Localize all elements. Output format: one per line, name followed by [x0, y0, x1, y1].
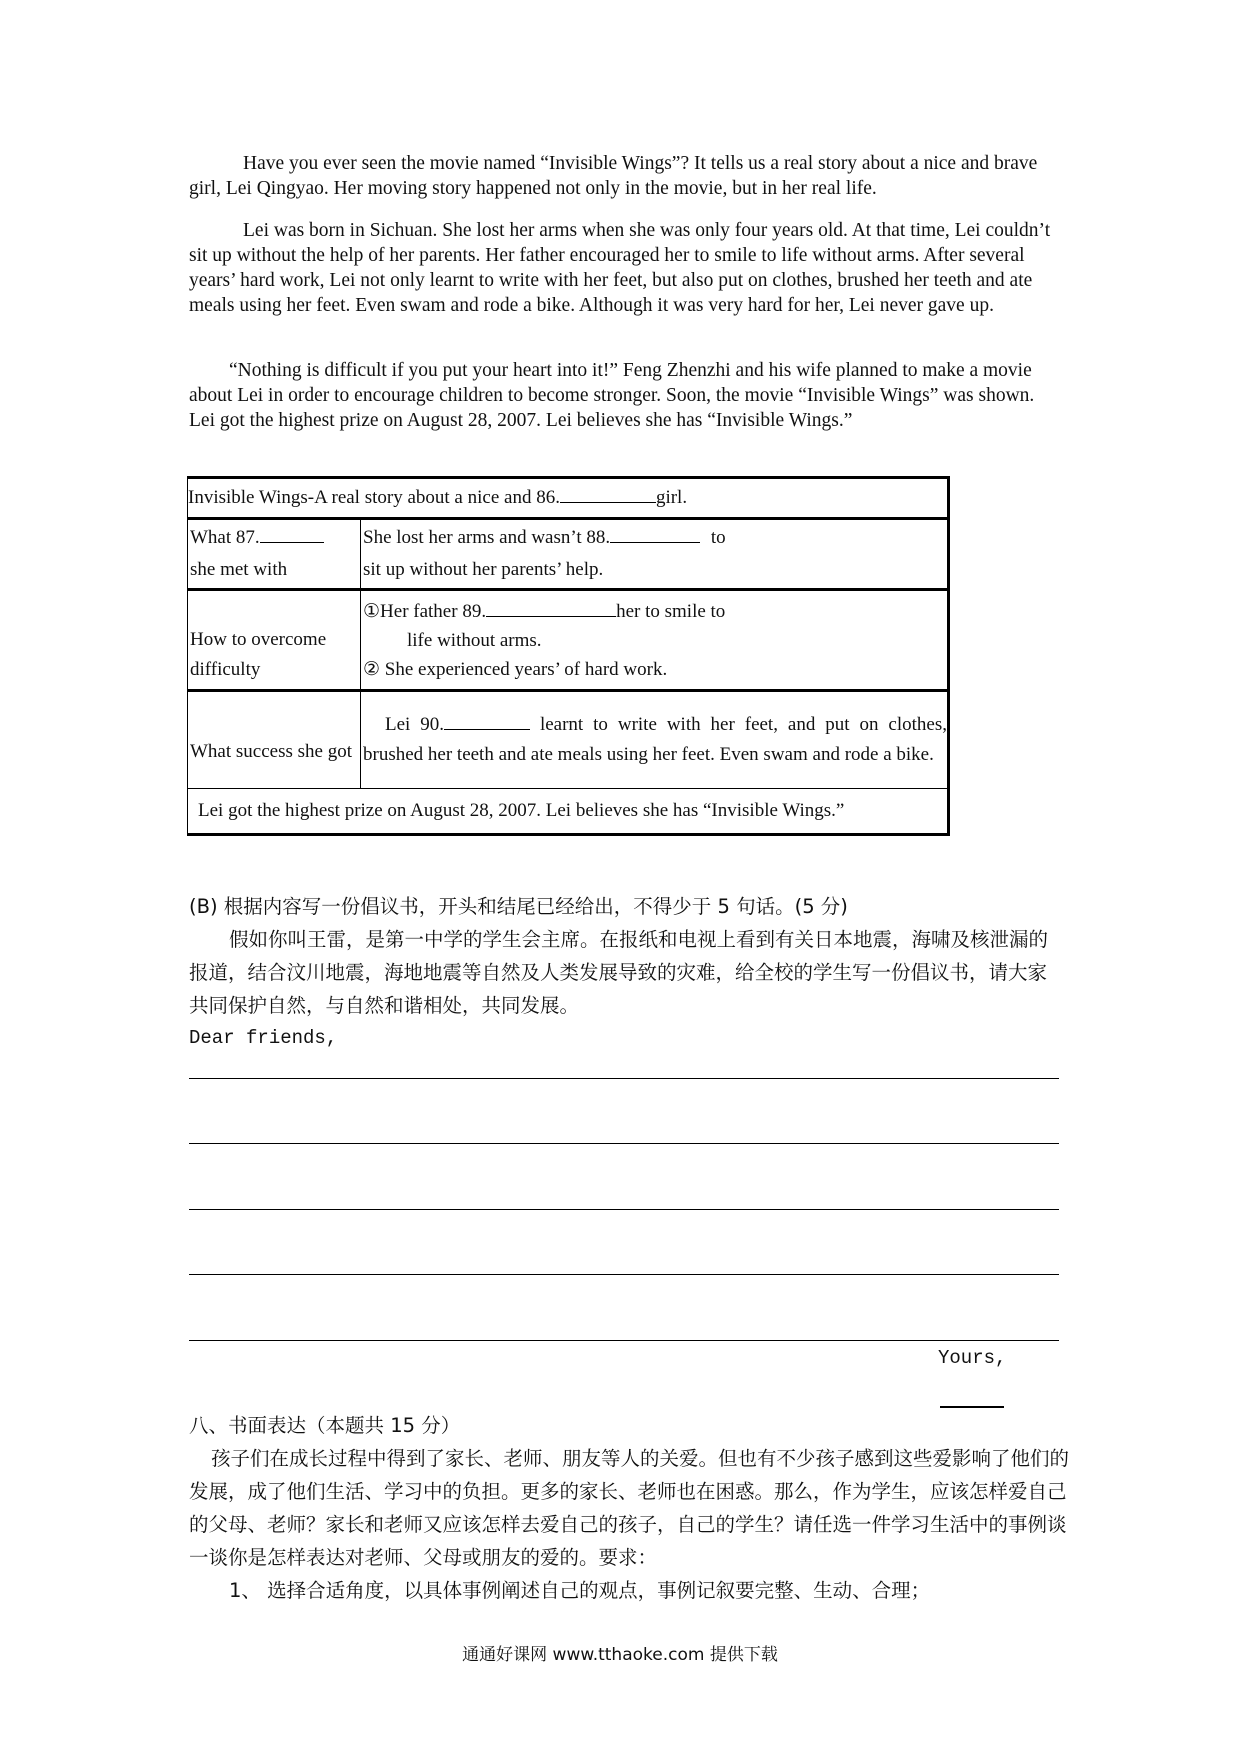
passage-paragraph-2 — [189, 218, 1061, 318]
requirement-1: 1、 选择合适角度，以具体事例阐述自己的观点，事例记叙要完整、生动、合理； — [229, 1579, 931, 1602]
paragraph-text: Have you ever seen the movie named “Invisible Wings”? It tells us a real story about a nice and brave girl, Lei Qingyao. Her moving story happened not only in the movie, but in her real life. — [189, 153, 1038, 199]
content-text: She lost her arms and wasn’t 88. — [363, 527, 611, 548]
label-text: What 87. — [190, 527, 260, 548]
row-label — [188, 519, 361, 590]
table-row — [188, 789, 949, 835]
label-text: How to overcome difficulty — [190, 629, 327, 680]
section-body: 孩子们在成长过程中得到了家长、老师、朋友等人的关爱。但也有不少孩子感到这些爱影响了他们的发展，成了他们生活、学习中的负担。更多的家长、老师也在困惑。那么，作为学生，应该怎样爱自己的父母、老师？家长和老师又应该怎样去爱自己的孩子，自己的学生？请任选一件学习生活中的事例谈一谈你是怎样表达对老师、父母或朋友的爱的。要求： — [189, 1447, 1070, 1569]
label-text: What success she got — [190, 740, 352, 762]
table-header-cell — [188, 478, 949, 519]
writing-line[interactable] — [189, 1274, 1059, 1275]
summary-table — [187, 476, 950, 836]
table-row — [188, 590, 949, 691]
content-text: ② She experienced years’ of hard work. — [363, 658, 668, 680]
writing-line[interactable] — [189, 1143, 1059, 1144]
passage-paragraph-3 — [189, 358, 1061, 433]
paragraph-text: “Nothing is difficult if you put your heart into it!” Feng Zhenzhi and his wife planned to make a movie about Lei in order to encourage children to become stronger. Soon, the movie “Invisible Wings” was shown. Lei got the highest prize on August 28, 2007. Lei believes she has “Invisible Wings.” — [189, 360, 1035, 431]
row-content — [361, 519, 949, 590]
paragraph-text: Lei was born in Sichuan. She lost her arms when she was only four years old. At that time, Lei couldn’t sit up without the help of her parents. Her father encouraged her to smile to life without arms. After several years’ hard work, Lei not only learnt to write with her feet, but also put on clothes, brushed her teeth and ate meals using her feet. Even swam and rode a bike. Although it was very hard for her, Lei never gave up. — [189, 220, 1051, 316]
header-text-end: girl. — [655, 487, 688, 508]
table-row — [188, 478, 949, 519]
writing-line[interactable] — [189, 1340, 1059, 1341]
table-footer-cell: Lei got the highest prize on August 28, 2007. Lei believes she has “Invisible Wings.” — [188, 789, 949, 835]
answer-blank-89[interactable] — [486, 598, 616, 617]
closing: Yours, — [938, 1347, 1007, 1369]
table-row — [188, 691, 949, 789]
content-text: sit up without her parents’ help. — [363, 559, 604, 580]
answer-blank-90[interactable] — [444, 711, 530, 730]
content-text: ①Her father 89. — [363, 600, 487, 622]
answer-blank-86[interactable] — [560, 484, 656, 503]
content-text: learnt to write with her feet, and put on clothes, brushed her teeth and ate meals using her feet. Even swam and rode a bike. — [363, 714, 947, 765]
signature-line[interactable] — [940, 1406, 1004, 1408]
header-text: Invisible Wings-A real story about a nice and 86. — [188, 487, 560, 508]
row-content — [361, 590, 949, 691]
content-text: Lei 90. — [385, 714, 445, 735]
section-title: 八、书面表达（本题共 15 分） — [189, 1414, 461, 1437]
passage-paragraph-1 — [189, 151, 1061, 201]
part-b — [189, 890, 1061, 1055]
row-label — [188, 590, 361, 691]
label-text: she met with — [190, 559, 288, 580]
content-text: to — [706, 527, 726, 548]
page-footer: 通通好课网 www.tthaoke.com 提供下载 — [462, 1645, 778, 1665]
row-label — [188, 691, 361, 789]
table-row — [188, 519, 949, 590]
part-b-title: (B) 根据内容写一份倡议书，开头和结尾已经给出，不得少于 5 句话。(5 分) — [189, 895, 848, 918]
answer-blank-88[interactable] — [610, 524, 700, 543]
writing-line[interactable] — [189, 1078, 1059, 1079]
salutation: Dear friends, — [189, 1027, 338, 1049]
section-8 — [189, 1409, 1069, 1607]
writing-line[interactable] — [189, 1209, 1059, 1210]
row-content — [361, 691, 949, 789]
content-text: her to smile to — [616, 600, 726, 622]
part-b-instruction: 假如你叫王雷，是第一中学的学生会主席。在报纸和电视上看到有关日本地震，海啸及核泄漏的报道，结合汶川地震，海地地震等自然及人类发展导致的灾难，给全校的学生写一份倡议书，请大家共同保护自然，与自然和谐相处，共同发展。 — [189, 928, 1049, 1017]
answer-blank-87[interactable] — [260, 524, 324, 543]
content-text: life without arms. — [407, 629, 542, 651]
